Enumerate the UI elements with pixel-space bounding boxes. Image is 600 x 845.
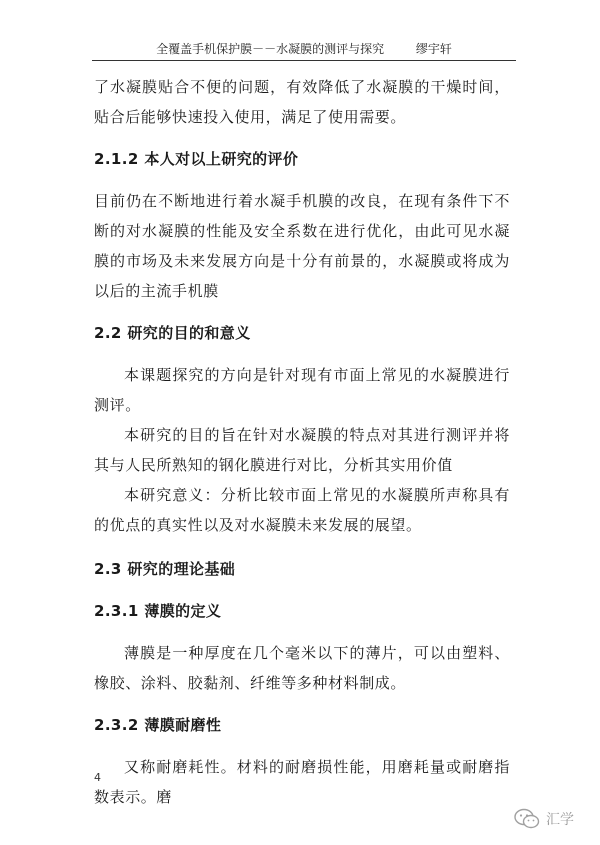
section-heading-2-2: 2.2 研究的目的和意义 xyxy=(94,324,251,342)
document-body xyxy=(94,72,510,812)
paragraph-continuation: 了水凝膜贴合不便的问题，有效降低了水凝膜的干燥时间，贴合后能够快速投入使用，满足了使用需要。 xyxy=(94,78,510,126)
section-heading-2-1-2: 2.1.2 本人对以上研究的评价 xyxy=(94,150,299,168)
paragraph-evaluation: 目前仍在不断地进行着水凝手机膜的改良，在现有条件下不断的对水凝膜的性能及安全系数在进行优化，由此可见水凝膜的市场及未来发展方向是十分有前景的，水凝膜或将成为以后的主流手机膜 xyxy=(94,192,510,300)
section-heading-2-3-1: 2.3.1 薄膜的定义 xyxy=(94,602,222,620)
paragraph-significance: 本研究意义：分析比较市面上常见的水凝膜所声称具有的优点的真实性以及对水凝膜未来发展的展望。 xyxy=(94,486,510,534)
paragraph-purpose: 本研究的目的旨在针对水凝膜的特点对其进行测评并将其与人民所熟知的钢化膜进行对比，分析其实用价值 xyxy=(94,426,510,474)
section-heading-2-3-2: 2.3.2 薄膜耐磨性 xyxy=(94,716,222,734)
watermark xyxy=(514,808,574,830)
running-header xyxy=(92,40,516,60)
header-author: 缪宇轩 xyxy=(415,42,452,56)
header-title: 全覆盖手机保护膜－－水凝膜的测评与探究 xyxy=(156,42,385,56)
wechat-icon xyxy=(514,808,540,830)
page-number: 4 xyxy=(94,771,101,784)
header-rule xyxy=(92,60,516,61)
watermark-text: 汇学 xyxy=(546,812,574,828)
paragraph-wear-resistance: 又称耐磨耗性。材料的耐磨损性能，用磨耗量或耐磨指数表示。磨 xyxy=(94,758,510,806)
paragraph-film-definition: 薄膜是一种厚度在几个毫米以下的薄片，可以由塑料、橡胶、涂料、胶黏剂、纤维等多种材料制成。 xyxy=(94,644,510,692)
paragraph-direction: 本课题探究的方向是针对现有市面上常见的水凝膜进行测评。 xyxy=(94,366,510,414)
section-heading-2-3: 2.3 研究的理论基础 xyxy=(94,560,236,578)
